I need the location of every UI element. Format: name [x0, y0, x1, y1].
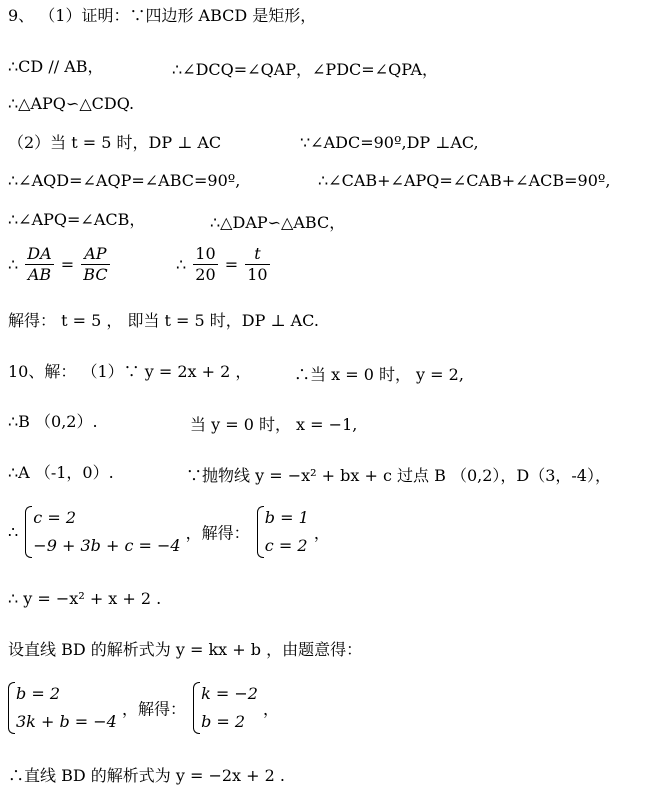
fraction-t-10	[245, 244, 269, 285]
comma: ，	[263, 699, 280, 719]
numeric-ratio-equation	[176, 244, 272, 285]
x-zero-condition: ∴当 x = 0 时， y = 2,	[294, 365, 464, 384]
therefore-symbol: ∴	[8, 255, 19, 274]
parabola-statement: ∵抛物线 y = −x² + bx + c 过点 B （0,2），D（3，-4），	[186, 466, 611, 485]
equation: b = 2	[201, 712, 246, 731]
y-zero-condition: 当 y = 0 时， x = −1,	[190, 415, 358, 434]
point-b: ∴B （0,2）.	[8, 412, 98, 431]
therefore-symbol: ∴	[176, 255, 187, 274]
equation-system-row-1	[8, 504, 330, 560]
therefore-symbol: ∴	[8, 522, 19, 542]
equation: k = −2	[201, 684, 258, 703]
problem-9-heading: 9、 （1）证明：∵四边形 ABCD 是矩形，	[8, 6, 317, 25]
fraction-denominator: 20	[195, 265, 216, 284]
equation: −9 + 3b + c = −4	[33, 536, 181, 555]
parallel-statement: ∴CD // AB，	[8, 57, 104, 76]
problem-10-heading: 10、解： （1）∵ y = 2x + 2 ，	[8, 362, 252, 381]
equation: b = 1	[264, 508, 309, 527]
equals-sign: =	[60, 255, 75, 274]
point-a: ∴A （-1，0）.	[8, 463, 114, 482]
equation-system-row-2	[6, 680, 279, 736]
right-angle-statement: ∵∠ADC=90º,DP ⊥AC,	[300, 133, 479, 152]
equation-system-right	[191, 680, 258, 736]
fraction-ap-bc	[81, 244, 109, 285]
fraction-numerator: 10	[195, 244, 216, 263]
angle-equality-3: ∴∠APQ=∠ACB，	[8, 210, 146, 229]
part-2-condition: （2）当 t = 5 时，DP ⊥ AC	[8, 133, 222, 152]
parabola-equation: ∴ y = −x² + x + 2 .	[8, 589, 162, 608]
fraction-denominator: 10	[247, 265, 268, 284]
fraction-10-20	[193, 244, 217, 285]
line-bd-equation: ∴直线 BD 的解析式为 y = −2x + 2 .	[8, 766, 286, 785]
angle-sum-statement: ∴∠CAB+∠APQ=∠CAB+∠ACB=90º,	[318, 171, 611, 190]
angle-equality-1: ∴∠DCQ=∠QAP，∠PDC=∠QPA，	[172, 60, 439, 79]
equation: c = 2	[33, 508, 76, 527]
equation: b = 2	[16, 684, 60, 703]
solution-t-5: 解得： t = 5 ， 即当 t = 5 时，DP ⊥ AC.	[8, 311, 319, 330]
fraction-da-ab	[25, 244, 53, 285]
fraction-numerator: AP	[81, 244, 109, 265]
similar-triangles-2: ∴△DAP∽△ABC，	[210, 213, 346, 232]
fraction-numerator: DA	[27, 244, 52, 263]
equation: c = 2	[264, 536, 308, 555]
fraction-denominator: BC	[83, 265, 108, 284]
comma: ，	[313, 523, 330, 543]
equals-sign: =	[224, 255, 239, 274]
equation: 3k + b = −4	[16, 712, 117, 731]
similar-triangles-1: ∴△APQ∽△CDQ.	[8, 94, 135, 113]
line-bd-setup: 设直线 BD 的解析式为 y = kx + b ，由题意得：	[8, 640, 363, 659]
solve-label: ，解得：	[185, 523, 250, 543]
ratio-equation	[8, 244, 112, 285]
angle-equality-2: ∴∠AQD=∠AQP=∠ABC=90º,	[8, 171, 241, 190]
fraction-denominator: AB	[27, 265, 52, 284]
equation-system-left	[23, 504, 180, 560]
equation-system-right	[255, 504, 309, 560]
fraction-numerator: t	[245, 244, 269, 265]
equation-system-left	[6, 680, 117, 736]
solve-label: ，解得：	[121, 699, 186, 719]
